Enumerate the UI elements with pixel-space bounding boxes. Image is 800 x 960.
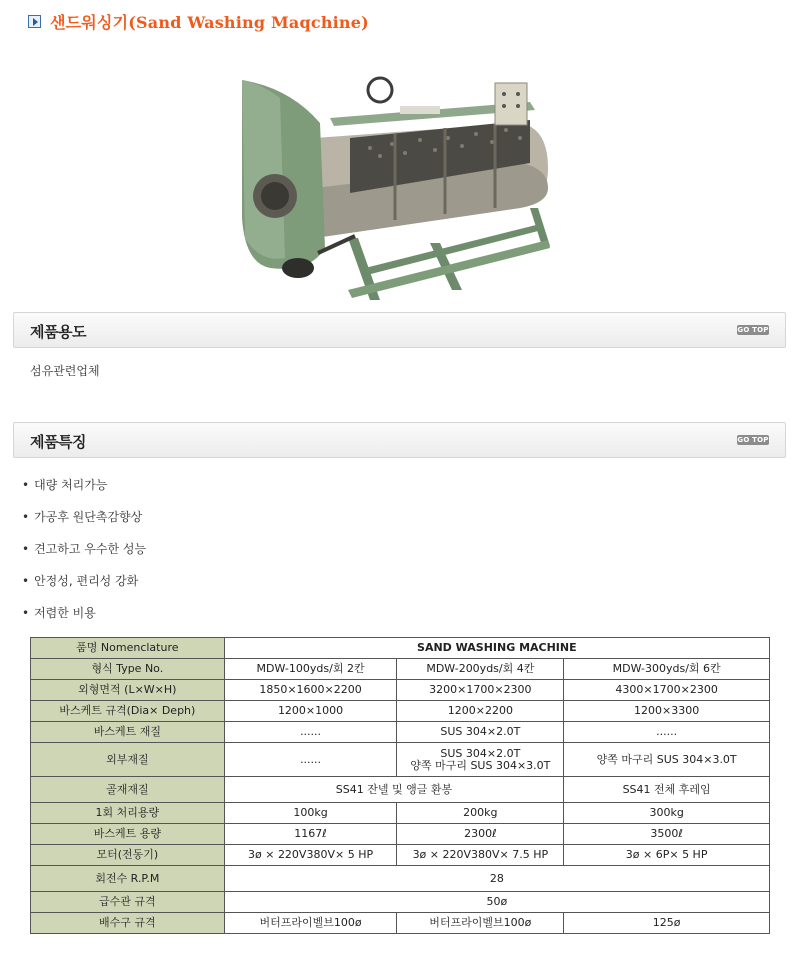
row-label: 모터(전동기)	[31, 845, 225, 866]
row-label: 바스케트 재질	[31, 722, 225, 743]
go-top-button[interactable]: GO TOP	[737, 326, 769, 334]
arrow-bullet-icon	[28, 15, 41, 28]
table-cell: 200kg	[397, 803, 564, 824]
section-usage-header	[13, 312, 786, 348]
table-cell: 3ø × 6P× 5 HP	[564, 845, 770, 866]
table-row	[31, 845, 770, 866]
table-cell: 125ø	[564, 913, 770, 934]
table-cell: ......	[224, 722, 397, 743]
table-cell: MDW-200yds/회 4칸	[397, 659, 564, 680]
table-cell: ......	[564, 722, 770, 743]
table-cell: 1850×1600×2200	[224, 680, 397, 701]
table-cell: 50ø	[224, 892, 769, 913]
section-usage-title: 제품용도	[30, 323, 86, 341]
spec-table	[30, 637, 770, 934]
table-cell: SAND WASHING MACHINE	[224, 638, 769, 659]
table-row	[31, 680, 770, 701]
table-row	[31, 638, 770, 659]
row-label: 급수관 규격	[31, 892, 225, 913]
table-cell: SUS 304×2.0T	[397, 722, 564, 743]
table-cell: 3200×1700×2300	[397, 680, 564, 701]
table-cell: 3500ℓ	[564, 824, 770, 845]
page-header	[28, 10, 369, 32]
table-cell: 1200×3300	[564, 701, 770, 722]
row-label: 바스케트 용량	[31, 824, 225, 845]
table-cell: 3ø × 220V380V× 7.5 HP	[397, 845, 564, 866]
table-cell: 300kg	[564, 803, 770, 824]
table-cell: 100kg	[224, 803, 397, 824]
feature-item: • 가공후 원단촉감향상	[22, 510, 146, 542]
go-top-button[interactable]: GO TOP	[737, 436, 769, 444]
table-cell: 양쪽 마구리 SUS 304×3.0T	[564, 743, 770, 777]
product-image	[230, 68, 560, 308]
table-cell: 3ø × 220V380V× 5 HP	[224, 845, 397, 866]
table-row	[31, 824, 770, 845]
table-cell: 2300ℓ	[397, 824, 564, 845]
table-cell: 1167ℓ	[224, 824, 397, 845]
table-cell: 1200×1000	[224, 701, 397, 722]
table-cell: 28	[224, 866, 769, 892]
table-cell	[397, 743, 564, 777]
cell-line: SUS 304×2.0T	[440, 746, 521, 760]
row-label: 바스케트 규격(Dia× Deph)	[31, 701, 225, 722]
table-row	[31, 701, 770, 722]
table-row	[31, 722, 770, 743]
table-row	[31, 892, 770, 913]
row-label: 품명 Nomenclature	[31, 638, 225, 659]
table-cell: 4300×1700×2300	[564, 680, 770, 701]
table-cell: ......	[224, 743, 397, 777]
page-title: 샌드워싱기(Sand Washing Maqchine)	[50, 12, 369, 32]
table-cell: 버터프라이벨브100ø	[397, 913, 564, 934]
section-features-header	[13, 422, 786, 458]
table-row	[31, 659, 770, 680]
row-label: 회전수 R.P.M	[31, 866, 225, 892]
table-cell: SS41 잔넬 및 앵글 환봉	[224, 777, 564, 803]
table-row	[31, 743, 770, 777]
row-label: 외형면적 (L×W×H)	[31, 680, 225, 701]
table-row	[31, 866, 770, 892]
row-label: 외부재질	[31, 743, 225, 777]
cell-line: 양쪽 마구리 SUS 304×3.0T	[410, 758, 551, 772]
table-cell: 1200×2200	[397, 701, 564, 722]
usage-text: 섬유관련업체	[30, 364, 100, 378]
table-cell: 버터프라이벨브100ø	[224, 913, 397, 934]
row-label: 골재재질	[31, 777, 225, 803]
row-label: 1회 처리용량	[31, 803, 225, 824]
feature-item: • 견고하고 우수한 성능	[22, 542, 146, 574]
feature-item: • 안정성, 편리성 강화	[22, 574, 146, 606]
section-features-title: 제품특징	[30, 433, 86, 451]
table-cell: MDW-300yds/회 6칸	[564, 659, 770, 680]
table-row	[31, 913, 770, 934]
table-row	[31, 777, 770, 803]
table-row	[31, 803, 770, 824]
row-label: 배수구 규격	[31, 913, 225, 934]
table-cell: SS41 전체 후레임	[564, 777, 770, 803]
feature-item: • 대량 처리가능	[22, 478, 146, 510]
feature-list	[22, 478, 146, 638]
table-cell: MDW-100yds/회 2칸	[224, 659, 397, 680]
feature-item: • 저렴한 비용	[22, 606, 146, 638]
row-label: 형식 Type No.	[31, 659, 225, 680]
